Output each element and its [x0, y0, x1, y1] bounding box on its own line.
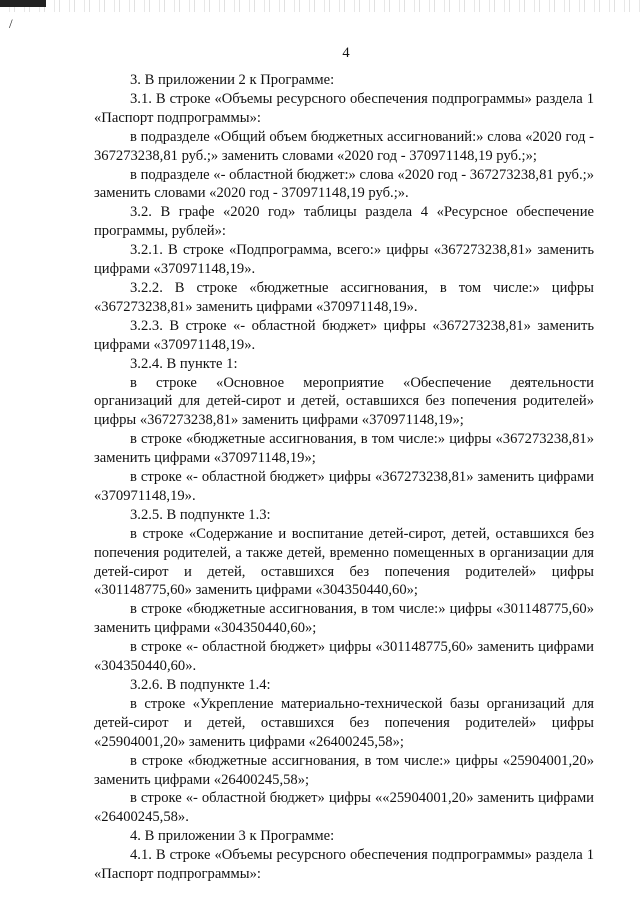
paragraph-3-1-b: в подразделе «- областной бюджет:» слова «2020 год - 367273238,81 руб.;» заменить словами «2020 год - 370971148,19 руб.;».: [94, 166, 594, 202]
corner-mark: /: [9, 16, 13, 31]
paragraph-3-2-4-a: в строке «Основное мероприятие «Обеспечение деятельности организаций для детей-сирот и детей, оставшихся без попечения родителей» цифры «367273238,81» заменить цифрами «370971148,19»;: [94, 374, 594, 429]
page-number: 4: [342, 45, 350, 61]
paragraph-4: 4. В приложении 3 к Программе:: [130, 828, 335, 845]
paragraph-3-2-5-b: в строке «бюджетные ассигнования, в том числе:» цифры «301148775,60» заменить цифрами «304350440,60»;: [94, 601, 594, 637]
paragraph-3-1-a: в подразделе «Общий объем бюджетных ассигнований:» слова «2020 год - 367273238,81 руб.;» заменить словами «2020 год - 370971148,19 руб.;»;: [94, 128, 594, 164]
paragraph-3: 3. В приложении 2 к Программе:: [130, 72, 335, 88]
paragraph-3-2-6: 3.2.6. В подпункте 1.4:: [130, 677, 271, 693]
paragraph-3-1: 3.1. В строке «Объемы ресурсного обеспечения подпрограммы» раздела 1 «Паспорт подпрограммы»:: [94, 90, 594, 126]
paragraph-3-2-6-c: в строке «- областной бюджет» цифры ««25904001,20» заменить цифрами «26400245,58».: [94, 790, 594, 826]
paragraph-3-2-4-b: в строке «бюджетные ассигнования, в том числе:» цифры «367273238,81» заменить цифрами «370971148,19»;: [94, 431, 594, 467]
paragraph-3-2-3: 3.2.3. В строке «- областной бюджет» цифры «367273238,81» заменить цифрами «370971148,19».: [94, 317, 594, 353]
paragraph-3-2-2: 3.2.2. В строке «бюджетные ассигнования, в том числе:» цифры «367273238,81» заменить цифрами «370971148,19».: [94, 279, 594, 315]
paragraph-3-2-6-a: в строке «Укрепление материально-технической базы организаций для детей-сирот и детей, оставшихся без попечения родителей» цифры «25904001,20» заменить цифрами «26400245,58»;: [94, 695, 594, 750]
document-body: [94, 71, 594, 884]
paragraph-3-2-5: 3.2.5. В подпункте 1.3:: [130, 506, 271, 523]
paragraph-3-2-5-c: в строке «- областной бюджет» цифры «301148775,60» заменить цифрами «304350440,60».: [94, 639, 594, 675]
paragraph-3-2-4: 3.2.4. В пункте 1:: [130, 355, 238, 372]
paragraph-3-2-1: 3.2.1. В строке «Подпрограмма, всего:» цифры «367273238,81» заменить цифрами «370971148,19».: [94, 242, 594, 278]
scan-artifact-top: [0, 0, 640, 12]
paragraph-3-2-5-a: в строке «Содержание и воспитание детей-сирот, детей, оставшихся без попечения родителей, а также детей, временно помещенных в организации для детей-сирот и детей, оставшихся без попечения родителей» цифры «301148775,60» заменить цифрами «304350440,60»;: [94, 525, 594, 599]
paragraph-3-2: 3.2. В графе «2020 год» таблицы раздела 4 «Ресурсное обеспечение программы, рублей»:: [94, 204, 594, 240]
paragraph-3-2-4-c: в строке «- областной бюджет» цифры «367273238,81» заменить цифрами «370971148,19».: [94, 469, 594, 504]
paragraph-3-2-6-b: в строке «бюджетные ассигнования, в том числе:» цифры «25904001,20» заменить цифрами «26400245,58»;: [94, 752, 594, 788]
paragraph-4-1: 4.1. В строке «Объемы ресурсного обеспечения подпрограммы» раздела 1 «Паспорт подпрограммы»:: [94, 847, 594, 883]
scan-artifact-corner: [0, 0, 46, 7]
